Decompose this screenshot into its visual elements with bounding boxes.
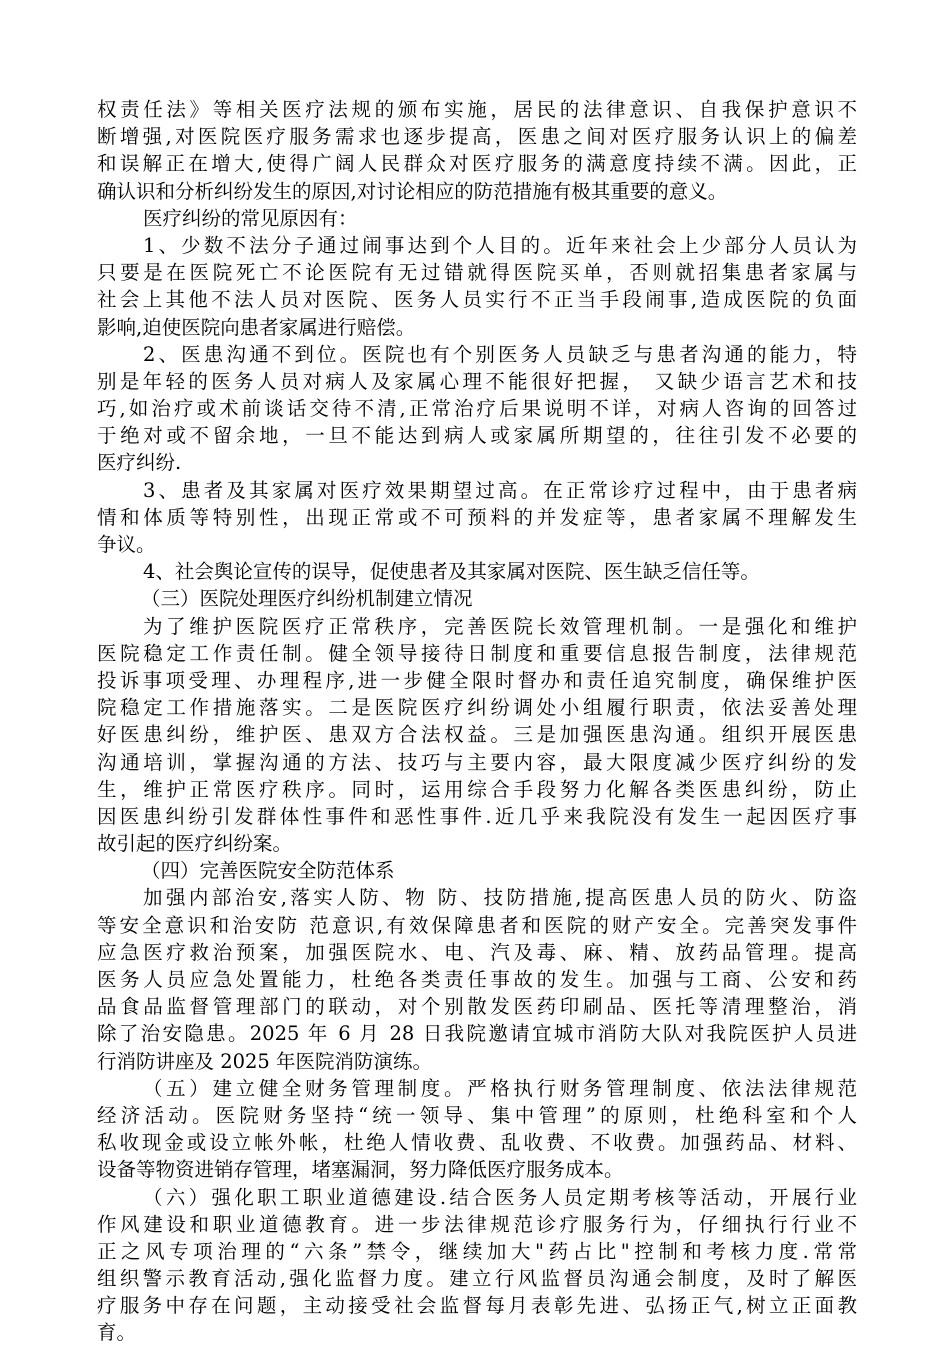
- paragraph: [97, 341, 857, 477]
- text-line: 4、社会舆论宣传的误导，促使患者及其家属对医院、医生缺乏信任等。: [143, 560, 760, 584]
- paragraph: [97, 96, 857, 205]
- text-line: 作风建设和职业道德教育。进一步法律规范诊疗服务行为，仔细执行行业不: [97, 1212, 857, 1236]
- text-line: （五）建立健全财务管理制度。严格执行财务管理制度、依法法律规范: [143, 1076, 857, 1100]
- text-line: （三）医院处理医疗纠纷机制建立情况: [141, 587, 473, 611]
- paragraph: [97, 613, 857, 858]
- paragraph: [97, 477, 857, 559]
- text-line: 故引起的医疗纠纷案。: [97, 832, 293, 856]
- text-line: 应急医疗救治预案，加强医院水、电、汽及毒、麻、精、放药品管理。提高: [97, 940, 857, 964]
- text-line: 经济活动。医院财务坚持“统一领导、集中管理”的原则，杜绝科室和个人: [97, 1103, 857, 1127]
- text-line: 等安全意识和治安防 范意识,有效保障患者和医院的财产安全。完善突发事件: [97, 913, 857, 937]
- text-line: 情和体质等特别性，出现正常或不可预料的并发症等，患者家属不理解发生: [97, 505, 857, 529]
- paragraph: [97, 205, 857, 232]
- text-line: 好医患纠纷，维护医、患双方合法权益。三是加强医患沟通。组织开展医患: [97, 723, 857, 747]
- text-line: 2、医患沟通不到位。医院也有个别医务人员缺乏与患者沟通的能力，特: [143, 342, 857, 366]
- text-line: 加强内部治安,落实人防、物 防、技防措施,提高医患人员的防火、防盗: [143, 886, 857, 910]
- text-line: 私收现金或设立帐外帐，杜绝人情收费、乱收费、不收费。加强药品、材料、: [97, 1131, 857, 1155]
- paragraph: [97, 232, 857, 341]
- section-heading: [97, 857, 857, 884]
- text-line: 只要是在医院死亡不论医院有无过错就得医院买单，否则就招集患者家属与: [97, 261, 857, 285]
- text-line: 组织警示教育活动,强化监督力度。建立行风监督员沟通会制度，及时了解医: [97, 1267, 857, 1291]
- text-line: 权责任法》等相关医疗法规的颁布实施，居民的法律意识、自我保护意识不: [97, 98, 857, 121]
- document-body: [97, 96, 857, 1347]
- text-line: 行消防讲座及 2025 年医院消防演练。: [97, 1049, 433, 1073]
- paragraph: [97, 1075, 857, 1184]
- text-line: 争议。: [97, 533, 156, 556]
- text-line: 育。: [97, 1321, 137, 1345]
- text-line: 设备等物资进销存管理，堵塞漏洞，努力降低医疗服务成本。: [97, 1158, 624, 1182]
- text-line: 1、少数不法分子通过闹事达到个人目的。近年来社会上少部分人员认为: [143, 233, 857, 257]
- text-line: 投诉事项受理、办理程序,进一步健全限时督办和责任追究制度，确保维护医: [97, 668, 857, 692]
- paragraph: [97, 1184, 857, 1347]
- paragraph: [97, 884, 857, 1074]
- text-line: 3、患者及其家属对医疗效果期望过高。在正常诊疗过程中，由于患者病: [143, 478, 857, 502]
- text-line: 社会上其他不法人员对医院、医务人员实行不正当手段闹事,造成医院的负面: [97, 288, 857, 312]
- section-heading: [97, 585, 857, 612]
- text-line: 沟通培训，掌握沟通的方法、技巧与主要内容，最大限度减少医疗纠纷的发: [97, 750, 857, 774]
- text-line: 医疗纠纷的常见原因有：: [143, 206, 358, 230]
- text-line: 疗服务中存在问题，主动接受社会监督每月表彰先进、弘扬正气,树立正面教: [97, 1294, 857, 1318]
- paragraph: [97, 558, 857, 585]
- text-line: 生，维护正常医疗秩序。同时，运用综合手段努力化解各类医患纠纷，防止: [97, 777, 857, 801]
- text-line: 为了维护医院医疗正常秩序，完善医院长效管理机制。一是强化和维护: [143, 614, 857, 638]
- text-line: （四）完善医院安全防范体系: [141, 859, 395, 883]
- text-line: 医疗纠纷.: [97, 451, 182, 475]
- text-line: 医务人员应急处置能力，杜绝各类责任事故的发生。加强与工商、公安和药: [97, 968, 857, 991]
- text-line: 医院稳定工作责任制。健全领导接待日制度和重要信息报告制度，法律规范: [97, 641, 857, 665]
- text-line: 别是年轻的医务人员对病人及家属心理不能很好把握， 又缺少语言艺术和技: [97, 369, 857, 393]
- text-line: 因医患纠纷引发群体性事件和恶性事件.近几乎来我院没有发生一起因医疗事: [97, 804, 857, 828]
- text-line: 和误解正在增大,使得广阔人民群众对医疗服务的满意度持续不满。因此，正: [97, 152, 857, 176]
- text-line: 于绝对或不留余地，一旦不能达到病人或家属所期望的，往往引发不必要的: [97, 424, 857, 448]
- text-line: 影响,迫使医院向患者家属进行赔偿。: [97, 315, 416, 339]
- text-line: （六）强化职工职业道德建设.结合医务人员定期考核等活动，开展行业: [143, 1185, 857, 1209]
- text-line: 确认识和分析纠纷发生的原因,对讨论相应的防范措施有极其重要的意义。: [97, 179, 728, 203]
- text-line: 品食品监督管理部门的联动，对个别散发医药印刷品、医托等清理整治，消: [97, 995, 857, 1019]
- text-line: 除了治安隐患。2025 年 6 月 28 日我院邀请宜城市消防大队对我院医护人员进: [97, 1022, 857, 1046]
- text-line: 巧,如治疗或术前谈话交待不清,正常治疗后果说明不详，对病人咨询的回答过: [97, 397, 857, 421]
- text-line: 断增强,对医院医疗服务需求也逐步提高，医患之间对医疗服务认识上的偏差: [97, 125, 857, 149]
- text-line: 院稳定工作措施落实。二是医院医疗纠纷调处小组履行职责，依法妥善处理: [97, 696, 857, 720]
- text-line: 正之风专项治理的“六条”禁令，继续加大"药占比"控制和考核力度.常常: [97, 1239, 857, 1263]
